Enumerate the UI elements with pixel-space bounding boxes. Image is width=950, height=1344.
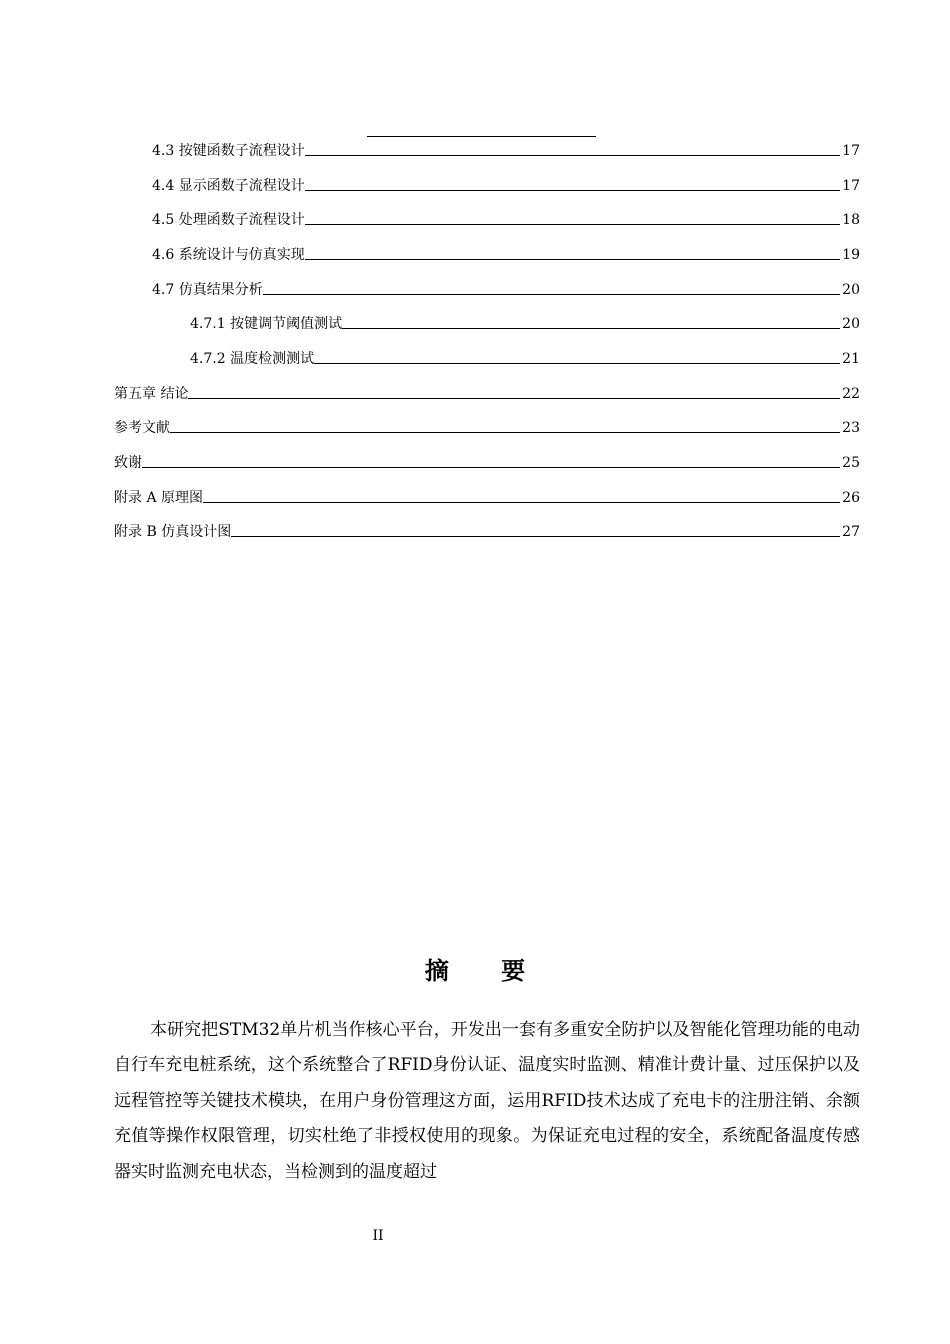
toc-leader-line [170,431,840,433]
toc-entry[interactable] [190,346,860,368]
toc-entry-page: 22 [842,386,860,402]
toc-entry-title: 第五章 结论 [114,386,189,402]
toc-entry[interactable] [152,138,860,160]
toc-leader-line [263,293,840,295]
abstract-paragraph: 本研究把STM32单片机当作核心平台，开发出一套有多重安全防护以及智能化管理功能的电动自行车充电桩系统，这个系统整合了RFID身份认证、温度实时监测、精准计费计量、过压保护以及远程管控等关键技术模块，在用户身份管理这方面，运用RFID技术达成了充电卡的注册注销、余额充值等操作权限管理，切实杜绝了非授权使用的现象。为保证充电过程的安全，系统配备温度传感器实时监测充电状态，当检测到的温度超过 [114,1020,860,1182]
toc-entry-page: 23 [842,420,860,436]
toc-leader-line [305,258,840,260]
toc-entry[interactable] [152,242,860,264]
toc-entry-title: 4.5 处理函数子流程设计 [152,212,305,228]
toc-entry[interactable] [152,207,860,229]
toc-entry-page: 17 [842,143,860,159]
toc-leader-line [314,362,840,364]
header-rule [367,136,596,137]
toc-entry-page: 20 [842,282,860,298]
toc-leader-line [231,535,840,537]
toc-leader-line [142,466,840,468]
page-number: II [372,1228,384,1244]
toc-leader-line [305,189,840,191]
toc-entry-title: 致谢 [114,455,142,471]
toc-entry[interactable] [114,415,860,437]
toc-entry-page: 19 [842,247,860,263]
toc-entry-title: 参考文献 [114,420,170,436]
toc-entry-page: 27 [842,524,860,540]
toc-entry-title: 4.7 仿真结果分析 [152,282,263,298]
toc-entry-page: 20 [842,316,860,332]
toc-entry-page: 21 [842,351,860,367]
toc-entry-page: 25 [842,455,860,471]
toc-leader-line [188,397,840,399]
toc-entry-title: 4.4 显示函数子流程设计 [152,178,305,194]
toc-leader-line [305,154,840,156]
toc-entry[interactable] [152,277,860,299]
toc-entry[interactable] [114,485,860,507]
toc-entry-title: 附录 A 原理图 [114,490,204,506]
toc-entry[interactable] [152,173,860,195]
abstract-heading: 摘 要 [424,957,548,985]
toc-leader-line [305,223,840,225]
toc-entry-title: 附录 B 仿真设计图 [114,524,232,540]
toc-entry[interactable] [114,381,860,403]
toc-entry-title: 4.6 系统设计与仿真实现 [152,247,305,263]
toc-entry-page: 17 [842,178,860,194]
toc-entry-title: 4.7.2 温度检测测试 [190,351,315,367]
toc-entry[interactable] [190,311,860,333]
toc-entry-title: 4.7.1 按键调节阈值测试 [190,316,343,332]
toc-entry-page: 26 [842,490,860,506]
toc-entry[interactable] [114,450,860,472]
toc-leader-line [342,327,840,329]
toc-entry[interactable] [114,519,860,541]
toc-entry-page: 18 [842,212,860,228]
toc-entry-title: 4.3 按键函数子流程设计 [152,143,305,159]
toc-leader-line [203,501,840,503]
